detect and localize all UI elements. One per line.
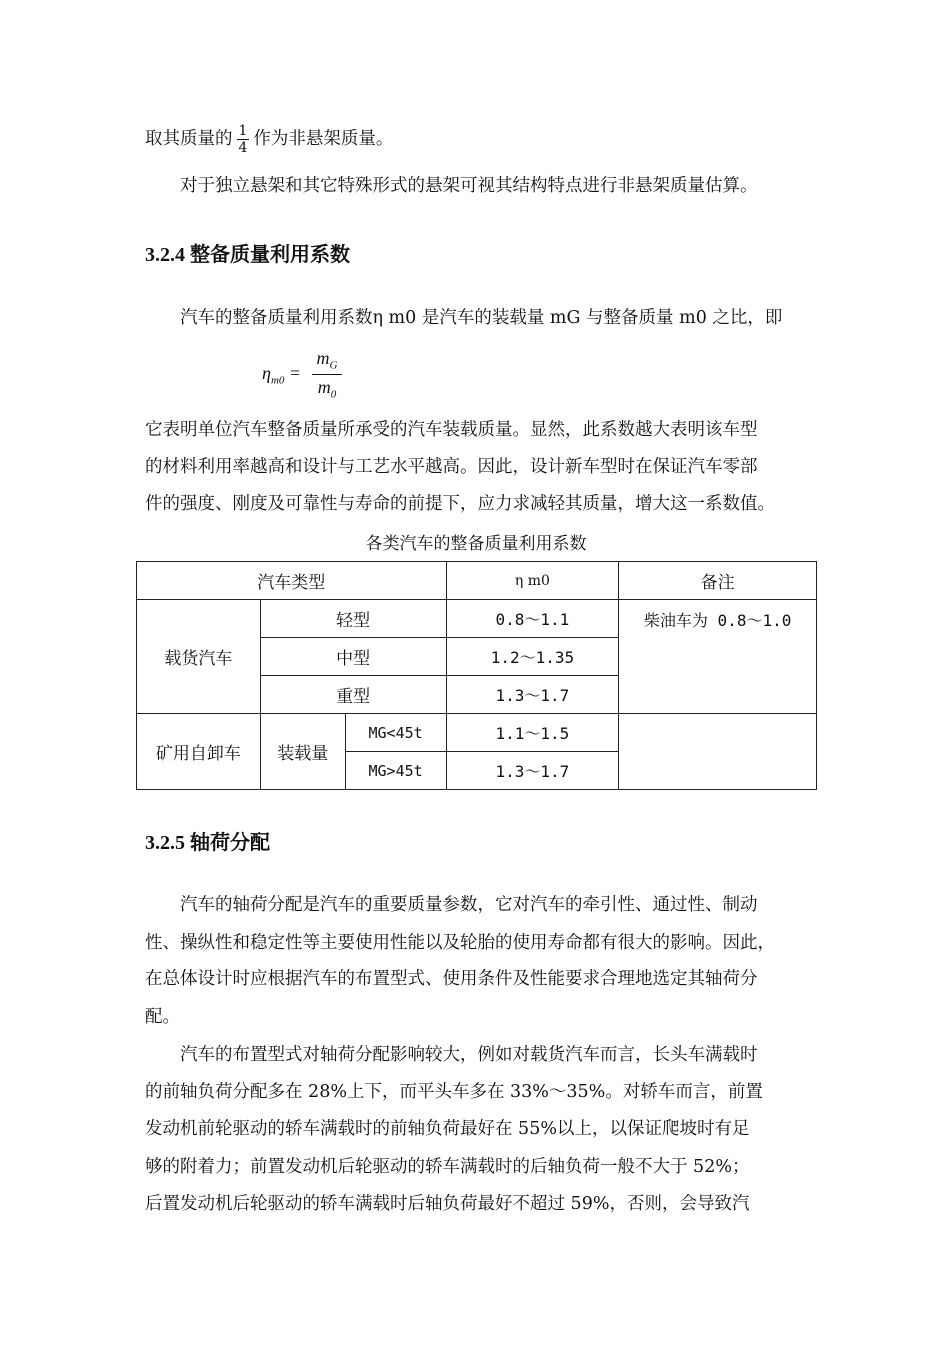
fraction-numerator: 1: [238, 123, 248, 139]
table-caption: 各类汽车的整备质量利用系数: [365, 534, 587, 554]
formula-denominator: $m_0$: [317, 376, 337, 401]
mining-label: 矿用自卸车: [137, 714, 261, 790]
formula-numerator: $m_G$: [312, 348, 342, 375]
para6-line-3: 发动机前轮驱动的轿车满载时的前轴负荷最好在 55%以上，以保证爬坡时有足: [145, 1119, 750, 1139]
intro-suffix: 作为非悬架质量。: [253, 129, 394, 149]
section-heading-3-2-5: 3.2.5 轴荷分配: [145, 832, 270, 854]
para4-line-3: 件的强度、刚度及可靠性与寿命的前提下，应力求减轻其质量，增大这一系数值。: [145, 494, 775, 514]
mining-condition: MG<45t: [345, 714, 446, 752]
formula-fraction: [312, 348, 342, 400]
truck-type: 中型: [260, 638, 446, 676]
mining-sub-label: 装载量: [260, 714, 345, 790]
section-heading-3-2-4: 3.2.4 整备质量利用系数: [145, 244, 350, 266]
intro-prefix: 取其质量的: [145, 129, 233, 149]
table-row: [137, 600, 817, 638]
independent-suspension-paragraph: 对于独立悬架和其它特殊形式的悬架可视其结构特点进行非悬架质量估算。: [180, 176, 758, 196]
utilization-coefficient-definition: 汽车的整备质量利用系数η m0 是汽车的装载量 mG 与整备质量 m0 之比，即: [180, 308, 783, 328]
intro-paragraph: [145, 123, 393, 156]
header-eta: η m0: [446, 562, 619, 600]
truck-value: 0.8～1.1: [446, 600, 619, 638]
mining-condition: MG>45t: [345, 752, 446, 790]
mining-value: 1.3～1.7: [446, 752, 619, 790]
formula-lhs: $\eta_{m0}$ =: [262, 363, 302, 387]
truck-value: 1.3～1.7: [446, 676, 619, 714]
mining-value: 1.1～1.5: [446, 714, 619, 752]
header-vehicle-type: 汽车类型: [137, 562, 447, 600]
para4-line-1: 它表明单位汽车整备质量所承受的汽车装载质量。显然，此系数越大表明该车型: [145, 420, 758, 440]
para5-line-4: 配。: [145, 1007, 180, 1027]
para6-line-4: 够的附着力；前置发动机后轮驱动的轿车满载时的后轴负荷一般不大于 52%；: [145, 1157, 750, 1177]
para4-line-2: 的材料利用率越高和设计与工艺水平越高。因此，设计新车型时在保证汽车零部: [145, 457, 758, 477]
table-header-row: [137, 562, 817, 600]
para6-line-5: 后置发动机后轮驱动的轿车满载时后轴负荷最好不超过 59%，否则，会导致汽: [145, 1194, 750, 1214]
truck-type: 轻型: [260, 600, 446, 638]
mining-note: [619, 714, 817, 790]
para5-line-2: 性、操纵性和稳定性等主要使用性能以及轮胎的使用寿命都有很大的影响。因此，: [145, 933, 775, 953]
para5-line-3: 在总体设计时应根据汽车的布置型式、使用条件及性能要求合理地选定其轴荷分: [145, 969, 758, 989]
para6-line-2: 的前轴负荷分配多在 28%上下，而平头车多在 33%～35%。对轿车而言，前置: [145, 1082, 763, 1102]
header-note: 备注: [619, 562, 817, 600]
truck-note: 柴油车为 0.8～1.0: [619, 600, 817, 714]
fraction-denominator: 4: [238, 140, 248, 156]
truck-label: 载货汽车: [137, 600, 261, 714]
utilization-table: [136, 561, 817, 790]
para6-line-1: 汽车的布置型式对轴荷分配影响较大，例如对载货汽车而言，长头车满载时: [180, 1045, 758, 1065]
truck-value: 1.2～1.35: [446, 638, 619, 676]
truck-type: 重型: [260, 676, 446, 714]
fraction: [237, 123, 250, 156]
para5-line-1: 汽车的轴荷分配是汽车的重要质量参数，它对汽车的牵引性、通过性、制动: [180, 895, 758, 915]
table-row: [137, 714, 817, 752]
